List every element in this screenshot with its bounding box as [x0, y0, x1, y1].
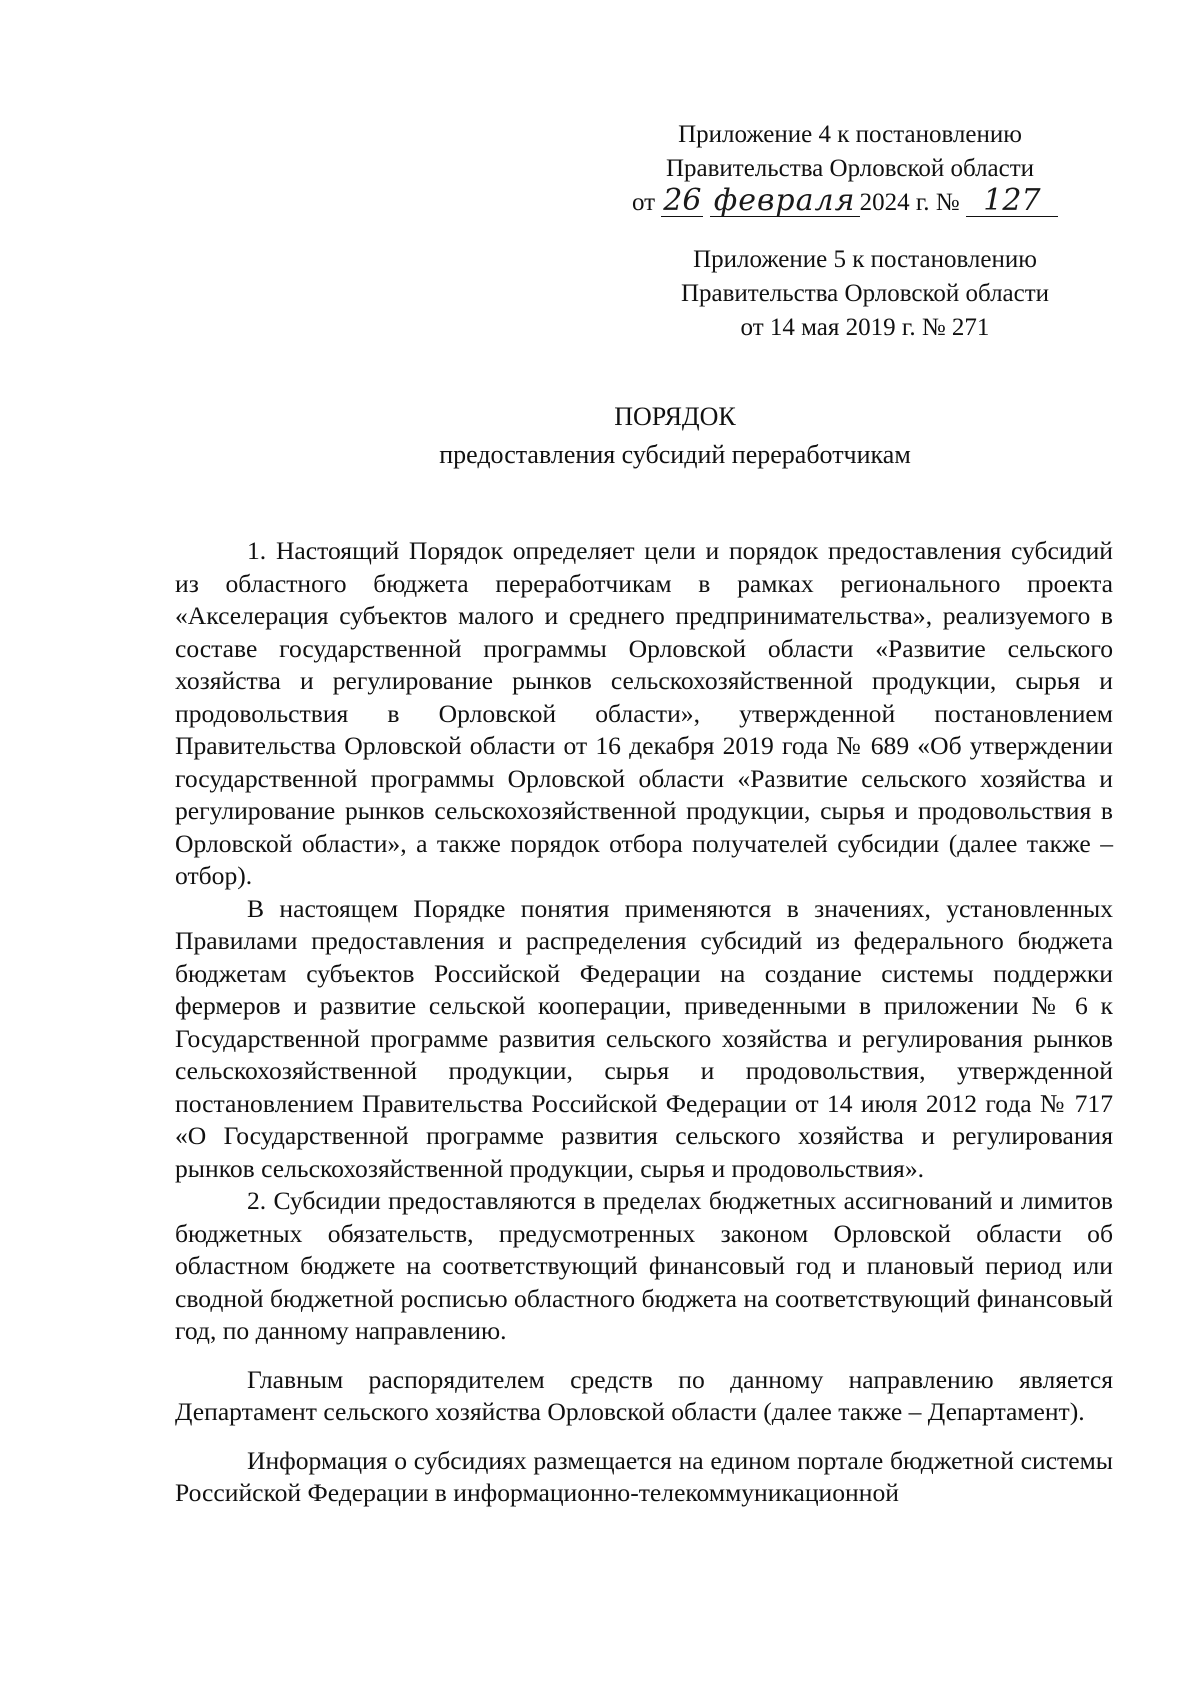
paragraph-5: Информация о субсидиях размещается на едином портале бюджетной системы Российской Федерации в информационно-телекоммуникационной	[175, 1445, 1113, 1507]
handwritten-number: 127	[966, 186, 1058, 217]
paragraph-2: В настоящем Порядке понятия применяются в значениях, установленных Правилами предоставления и распределения субсидий из федерального бюджета бюджетам субъектов Российской Федерации на создание системы поддержки фермеров и развитие сельской кооперации, приведенными в приложении № 6 к Государственной программе развития сельского хозяйства и регулирования рынков сельскохозяйственной продукции, сырья и продовольствия, утвержденной постановлением Правительства Российской Федерации от 14 июля 2012 года № 717 «О Государственной программе развития сельского хозяйства и регулирования рынков сельскохозяйственной продукции, сырья и продовольствия».	[175, 893, 1113, 1183]
annex-4-line-2: Правительства Орловской области	[665, 155, 1035, 182]
annex-4-date-year: 2024 г. №	[859, 189, 960, 216]
handwritten-day: 26	[663, 183, 702, 218]
annex-5-line-1: Приложение 5 к постановлению	[693, 246, 1037, 273]
annex-4-line-1: Приложение 4 к постановлению	[678, 121, 1022, 148]
paragraph-3: 2. Субсидии предоставляются в пределах бюджетных ассигнований и лимитов бюджетных обязательств, предусмотренных законом Орловской области об областном бюджете на соответствующий финансовый год и плановый период или сводной бюджетной росписью областного бюджета на соответствующий финансовый год, по данному направлению.	[175, 1186, 1113, 1345]
annex-4-header	[632, 118, 1068, 220]
annex-4-date-prefix: от	[632, 189, 656, 216]
document-body	[175, 535, 1113, 1510]
annex-5-header	[660, 243, 1070, 345]
paragraph-1: 1. Настоящий Порядок определяет цели и порядок предоставления субсидий из областного бюджета переработчикам в рамках регионального проекта «Акселерация субъектов малого и среднего предпринимательства», реализуемого в составе государственной программы Орловской области «Развитие сельского хозяйства и регулирование рынков сельскохозяйственной продукции, сырья и продовольствия в Орловской области», утвержденной постановлением Правительства Орловской области от 16 декабря 2019 года № 689 «Об утверждении государственной программы Орловской области «Развитие сельского хозяйства и регулирование рынков сельскохозяйственной продукции, сырья и продовольствия в Орловской области», а также порядок отбора получателей субсидии (далее также – отбор).	[175, 536, 1113, 890]
document-subtitle: предоставления субсидий переработчикам	[439, 440, 911, 469]
handwritten-month: февраля	[710, 186, 860, 217]
document-title: ПОРЯДОК	[614, 402, 736, 431]
annex-4-date-line	[632, 183, 1068, 220]
annex-5-line-2: Правительства Орловской области	[680, 280, 1050, 307]
annex-5-line-3: от 14 мая 2019 г. № 271	[740, 314, 990, 341]
paragraph-4: Главным распорядителем средств по данному направлению является Департамент сельского хозяйства Орловской области (далее также – Департамент).	[175, 1364, 1113, 1426]
